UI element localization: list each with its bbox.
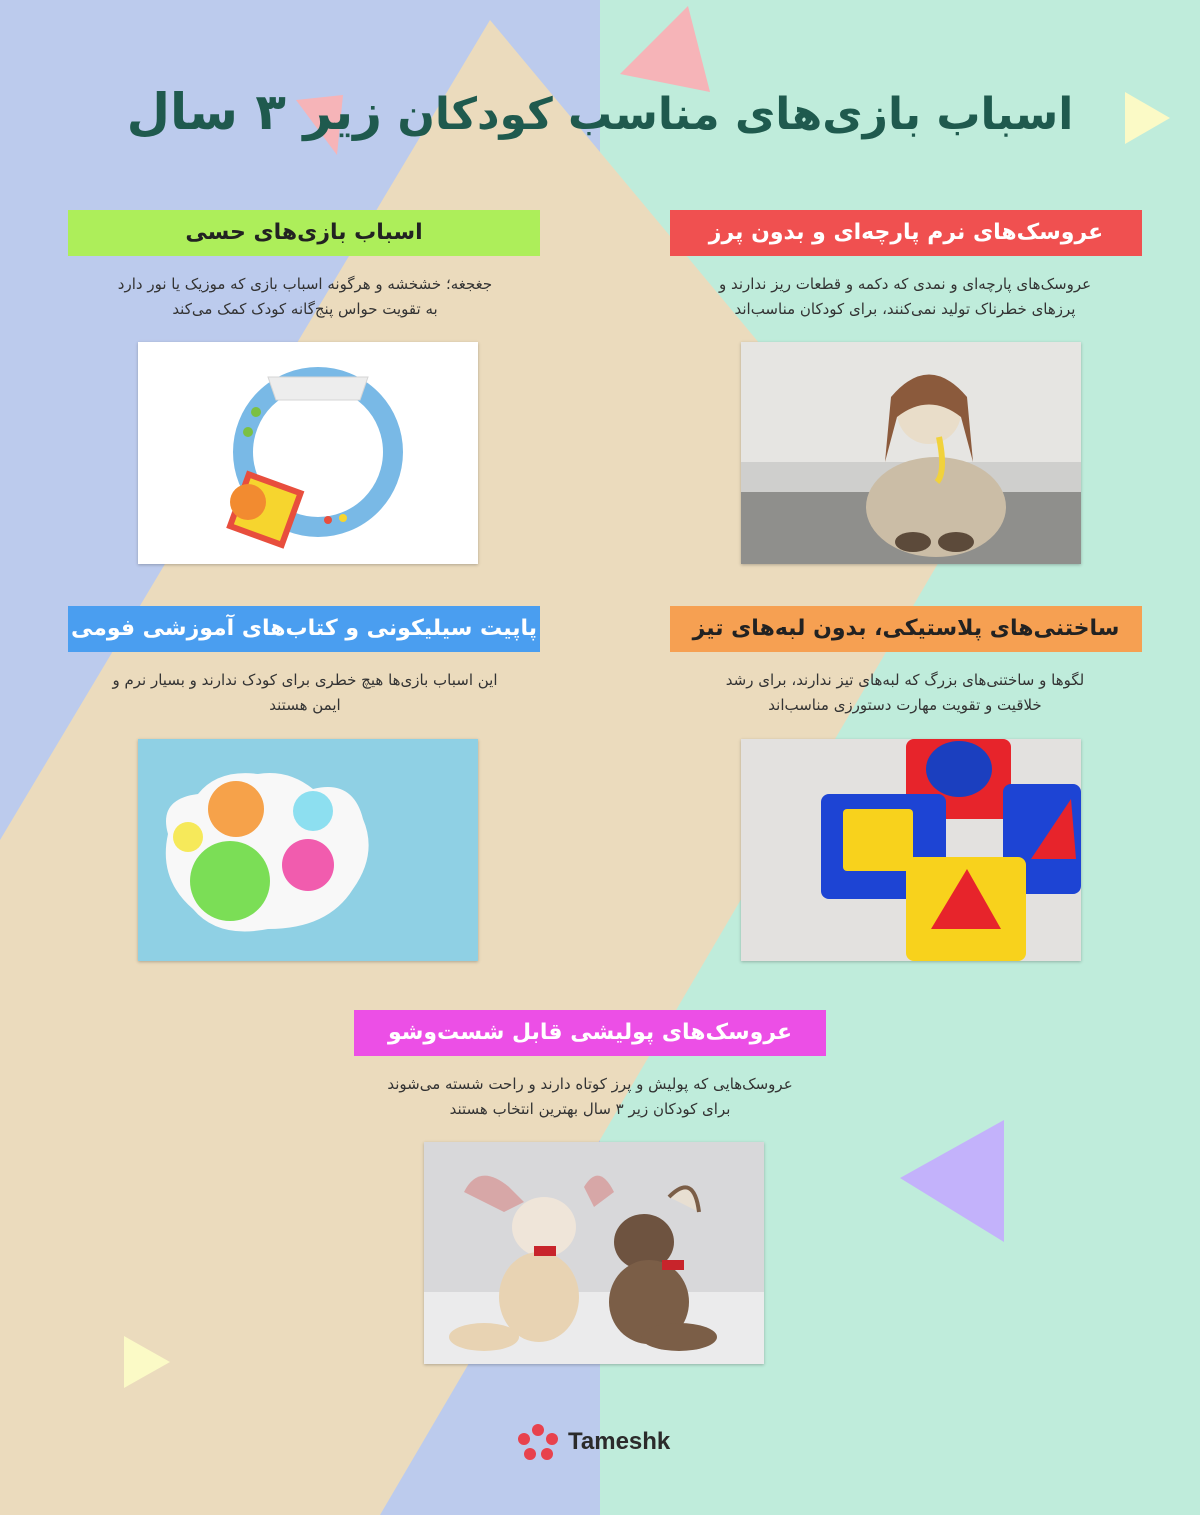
card-heading-sensory-toys: اسباب بازی‌های حسی <box>68 210 540 256</box>
card-text-fabric-dolls <box>660 272 1150 322</box>
card-text-plush-toys <box>340 1072 840 1122</box>
page-title-highlight: زیر ۳ سال <box>126 83 382 141</box>
card-text-line: لگوها و ساختنی‌های بزرگ که لبه‌های تیز ندارند، برای رشد <box>725 671 1085 689</box>
page-title-main: اسباب بازی‌های مناسب کودکان <box>397 89 1074 140</box>
tameshk-berry-logo-icon <box>516 1422 560 1462</box>
card-text-line: به تقویت حواس پنج‌گانه کودک کمک می‌کند <box>172 300 438 318</box>
page-title <box>0 80 1200 147</box>
card-text-line: ایمن هستند <box>269 696 341 714</box>
card-text-sensory-toys <box>60 272 550 322</box>
card-text-line: خلاقیت و تقویت مهارت دستورزی مناسب‌اند <box>768 696 1042 714</box>
card-text-line: این اسباب بازی‌ها هیچ خطری برای کودک ندارند و بسیار نرم و <box>112 671 498 689</box>
silicone-popit-photo <box>138 739 478 961</box>
card-text-line: پرزهای خطرناک تولید نمی‌کنند، برای کودکان مناسب‌اند <box>734 300 1076 318</box>
shape-sorter-blocks-photo <box>741 739 1081 961</box>
card-heading-plush-toys: عروسک‌های پولیشی قابل شست‌وشو <box>354 1010 826 1056</box>
card-text-line: جغجغه؛ خشخشه و هرگونه اسباب بازی که موزیک یا نور دارد <box>117 275 493 293</box>
card-text-line: برای کودکان زیر ۳ سال بهترین انتخاب هستند <box>449 1100 731 1118</box>
brand-logo[interactable] <box>516 1420 670 1464</box>
card-text-plastic-blocks <box>660 668 1150 718</box>
card-text-line: عروسک‌های پارچه‌ای و نمدی که دکمه و قطعات ریز ندارند و <box>718 275 1092 293</box>
plush-moose-toys-photo <box>424 1142 764 1364</box>
baby-rattle-photo <box>138 342 478 564</box>
card-heading-silicone-popit: پاپیت سیلیکونی و کتاب‌های آموزشی فومی <box>68 606 540 652</box>
card-text-silicone-popit <box>60 668 550 718</box>
brand-name: Tameshk <box>568 1428 671 1455</box>
card-text-line: عروسک‌هایی که پولیش و پرز کوتاه دارند و راحت شسته می‌شوند <box>387 1075 793 1093</box>
card-heading-plastic-blocks: ساختنی‌های پلاستیکی، بدون لبه‌های تیز <box>670 606 1142 652</box>
card-heading-fabric-dolls: عروسک‌های نرم پارچه‌ای و بدون پرز <box>670 210 1142 256</box>
fabric-doll-photo <box>741 342 1081 564</box>
